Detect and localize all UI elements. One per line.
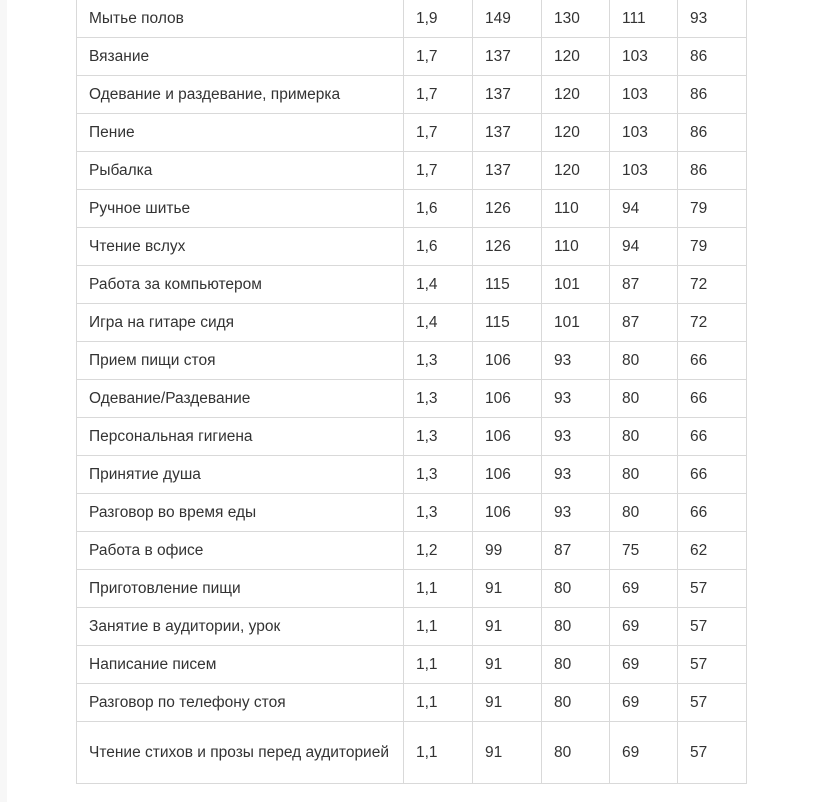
- value-cell: 94: [610, 228, 678, 266]
- value-cell: 93: [542, 456, 610, 494]
- value-cell: 57: [678, 570, 747, 608]
- value-cell: 91: [473, 570, 542, 608]
- value-cell: 106: [473, 456, 542, 494]
- table-row: [77, 190, 747, 228]
- table-row: [77, 456, 747, 494]
- value-cell: 93: [678, 0, 747, 38]
- value-cell: 66: [678, 456, 747, 494]
- value-cell: 80: [610, 380, 678, 418]
- coefficient-cell: 1,3: [404, 494, 473, 532]
- table-row: [77, 570, 747, 608]
- value-cell: 80: [542, 722, 610, 784]
- activity-cell: Работа в офисе: [77, 532, 404, 570]
- value-cell: 93: [542, 494, 610, 532]
- value-cell: 66: [678, 380, 747, 418]
- table-row: [77, 114, 747, 152]
- value-cell: 87: [542, 532, 610, 570]
- value-cell: 115: [473, 304, 542, 342]
- value-cell: 86: [678, 152, 747, 190]
- activity-cell: Чтение стихов и прозы перед аудиторией: [77, 722, 404, 784]
- table-row: [77, 418, 747, 456]
- page-left-edge: [0, 0, 7, 802]
- value-cell: 137: [473, 76, 542, 114]
- value-cell: 106: [473, 418, 542, 456]
- coefficient-cell: 1,9: [404, 0, 473, 38]
- value-cell: 80: [610, 418, 678, 456]
- coefficient-cell: 1,1: [404, 646, 473, 684]
- table-row: [77, 608, 747, 646]
- value-cell: 66: [678, 494, 747, 532]
- value-cell: 106: [473, 494, 542, 532]
- value-cell: 87: [610, 304, 678, 342]
- activity-cell: Занятие в аудитории, урок: [77, 608, 404, 646]
- activity-cell: Игра на гитаре сидя: [77, 304, 404, 342]
- table-row: [77, 342, 747, 380]
- value-cell: 72: [678, 266, 747, 304]
- table-row: [77, 304, 747, 342]
- table-row: [77, 532, 747, 570]
- activity-cell: Мытье полов: [77, 0, 404, 38]
- value-cell: 80: [542, 570, 610, 608]
- value-cell: 91: [473, 722, 542, 784]
- value-cell: 79: [678, 190, 747, 228]
- activity-cell: Написание писем: [77, 646, 404, 684]
- value-cell: 130: [542, 0, 610, 38]
- value-cell: 57: [678, 608, 747, 646]
- value-cell: 106: [473, 380, 542, 418]
- value-cell: 80: [542, 608, 610, 646]
- value-cell: 99: [473, 532, 542, 570]
- activity-cell: Принятие душа: [77, 456, 404, 494]
- coefficient-cell: 1,1: [404, 570, 473, 608]
- value-cell: 137: [473, 152, 542, 190]
- activity-cell: Ручное шитье: [77, 190, 404, 228]
- coefficient-cell: 1,1: [404, 608, 473, 646]
- value-cell: 69: [610, 684, 678, 722]
- value-cell: 69: [610, 646, 678, 684]
- value-cell: 106: [473, 342, 542, 380]
- table-row: [77, 494, 747, 532]
- value-cell: 91: [473, 646, 542, 684]
- value-cell: 110: [542, 190, 610, 228]
- value-cell: 126: [473, 190, 542, 228]
- value-cell: 86: [678, 114, 747, 152]
- coefficient-cell: 1,3: [404, 380, 473, 418]
- coefficient-cell: 1,6: [404, 228, 473, 266]
- value-cell: 149: [473, 0, 542, 38]
- value-cell: 80: [610, 342, 678, 380]
- value-cell: 110: [542, 228, 610, 266]
- activity-cell: Чтение вслух: [77, 228, 404, 266]
- value-cell: 111: [610, 0, 678, 38]
- table-row: [77, 76, 747, 114]
- activity-cell: Одевание/Раздевание: [77, 380, 404, 418]
- activity-cell: Персональная гигиена: [77, 418, 404, 456]
- value-cell: 69: [610, 608, 678, 646]
- value-cell: 101: [542, 304, 610, 342]
- table-row: [77, 646, 747, 684]
- value-cell: 103: [610, 76, 678, 114]
- coefficient-cell: 1,6: [404, 190, 473, 228]
- value-cell: 94: [610, 190, 678, 228]
- coefficient-cell: 1,3: [404, 342, 473, 380]
- value-cell: 93: [542, 380, 610, 418]
- value-cell: 120: [542, 114, 610, 152]
- activity-cell: Разговор во время еды: [77, 494, 404, 532]
- value-cell: 126: [473, 228, 542, 266]
- activity-cell: Работа за компьютером: [77, 266, 404, 304]
- value-cell: 66: [678, 342, 747, 380]
- table-row: [77, 0, 747, 38]
- value-cell: 72: [678, 304, 747, 342]
- table-row: [77, 38, 747, 76]
- activity-energy-table: [76, 0, 747, 784]
- table-row: [77, 266, 747, 304]
- coefficient-cell: 1,2: [404, 532, 473, 570]
- value-cell: 115: [473, 266, 542, 304]
- coefficient-cell: 1,4: [404, 304, 473, 342]
- value-cell: 69: [610, 570, 678, 608]
- value-cell: 103: [610, 114, 678, 152]
- activity-cell: Пение: [77, 114, 404, 152]
- value-cell: 57: [678, 646, 747, 684]
- activity-cell: Прием пищи стоя: [77, 342, 404, 380]
- value-cell: 62: [678, 532, 747, 570]
- table-row: [77, 684, 747, 722]
- coefficient-cell: 1,7: [404, 76, 473, 114]
- value-cell: 120: [542, 38, 610, 76]
- table-row: [77, 152, 747, 190]
- value-cell: 93: [542, 342, 610, 380]
- coefficient-cell: 1,7: [404, 152, 473, 190]
- value-cell: 101: [542, 266, 610, 304]
- value-cell: 80: [610, 494, 678, 532]
- activity-cell: Приготовление пищи: [77, 570, 404, 608]
- coefficient-cell: 1,7: [404, 38, 473, 76]
- activity-cell: Одевание и раздевание, примерка: [77, 76, 404, 114]
- table-row: [77, 228, 747, 266]
- value-cell: 137: [473, 114, 542, 152]
- value-cell: 137: [473, 38, 542, 76]
- value-cell: 91: [473, 684, 542, 722]
- activity-cell: Разговор по телефону стоя: [77, 684, 404, 722]
- value-cell: 86: [678, 38, 747, 76]
- value-cell: 86: [678, 76, 747, 114]
- value-cell: 80: [542, 684, 610, 722]
- value-cell: 87: [610, 266, 678, 304]
- value-cell: 80: [610, 456, 678, 494]
- value-cell: 103: [610, 38, 678, 76]
- coefficient-cell: 1,1: [404, 722, 473, 784]
- value-cell: 80: [542, 646, 610, 684]
- value-cell: 66: [678, 418, 747, 456]
- table-row: [77, 722, 747, 784]
- activity-cell: Вязание: [77, 38, 404, 76]
- activity-energy-table-container: [76, 0, 746, 784]
- coefficient-cell: 1,7: [404, 114, 473, 152]
- value-cell: 57: [678, 684, 747, 722]
- value-cell: 79: [678, 228, 747, 266]
- coefficient-cell: 1,1: [404, 684, 473, 722]
- value-cell: 103: [610, 152, 678, 190]
- value-cell: 93: [542, 418, 610, 456]
- value-cell: 91: [473, 608, 542, 646]
- coefficient-cell: 1,3: [404, 418, 473, 456]
- value-cell: 75: [610, 532, 678, 570]
- value-cell: 120: [542, 76, 610, 114]
- value-cell: 120: [542, 152, 610, 190]
- activity-cell: Рыбалка: [77, 152, 404, 190]
- table-row: [77, 380, 747, 418]
- value-cell: 57: [678, 722, 747, 784]
- coefficient-cell: 1,4: [404, 266, 473, 304]
- coefficient-cell: 1,3: [404, 456, 473, 494]
- value-cell: 69: [610, 722, 678, 784]
